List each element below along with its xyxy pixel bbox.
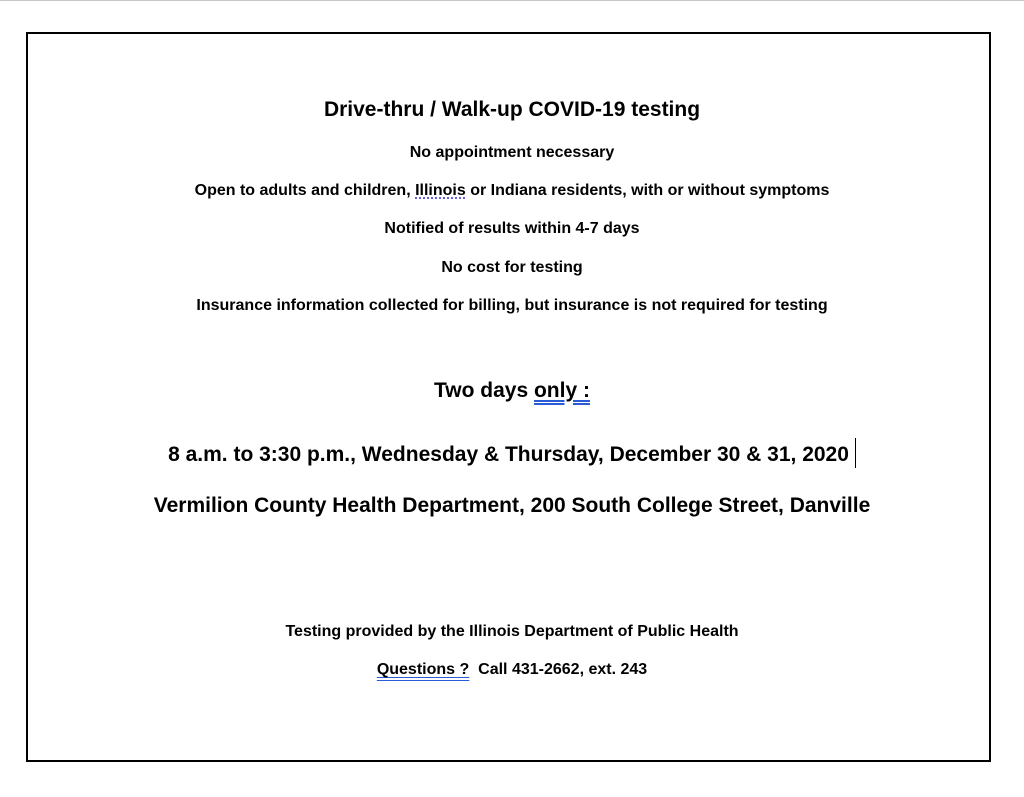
two-days-line — [0, 380, 1024, 401]
two-days-text: Two days — [434, 379, 534, 402]
insurance-line: Insurance information collected for billing, but insurance is not required for testing — [196, 297, 828, 314]
spellcheck-word-illinois[interactable]: Illinois — [415, 182, 466, 199]
provider-line: Testing provided by the Illinois Department of Public Health — [285, 623, 739, 640]
schedule-line — [0, 438, 1024, 468]
cost-line: No cost for testing — [441, 259, 583, 276]
document-top-rule — [0, 0, 1024, 1]
text-cursor — [855, 438, 856, 468]
schedule-text: 8 a.m. to 3:30 p.m., Wednesday & Thursday, December 30 & 31, 2020 — [168, 443, 849, 466]
questions-contact: Call 431-2662, ext. 243 — [469, 661, 648, 678]
grammar-flag-only[interactable]: only : — [533, 379, 590, 402]
eligibility-text-after: or Indiana residents, with or without symptoms — [465, 182, 830, 199]
flyer-title: Drive-thru / Walk-up COVID-19 testing — [323, 98, 701, 121]
grammar-flag-questions[interactable]: Questions ? — [376, 661, 470, 678]
eligibility-text-before: Open to adults and children, — [194, 182, 416, 199]
questions-line — [0, 662, 1024, 678]
results-line: Notified of results within 4-7 days — [384, 220, 640, 237]
location-line: Vermilion County Health Department, 200 South College Street, Danville — [153, 494, 871, 517]
no-appointment-line: No appointment necessary — [409, 144, 615, 161]
eligibility-line — [0, 183, 1024, 199]
